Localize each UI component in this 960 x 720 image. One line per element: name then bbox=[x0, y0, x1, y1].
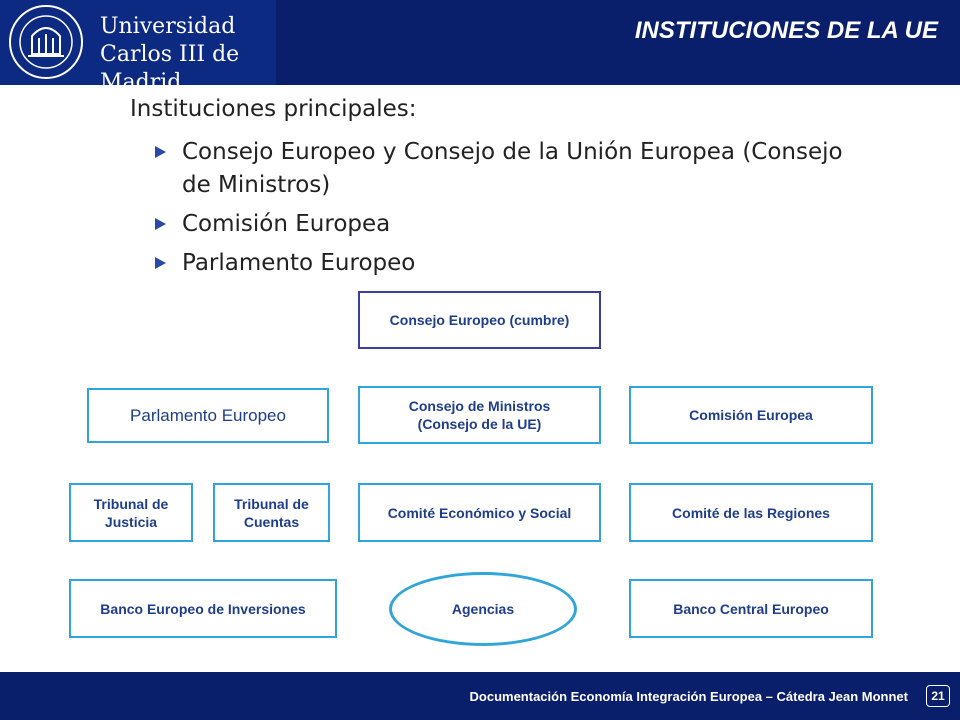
slide-footer bbox=[0, 672, 960, 720]
bullet-item bbox=[155, 136, 875, 202]
tribunal-cuentas-label-line1: Tribunal de bbox=[234, 495, 309, 512]
tribunal-cuentas-label-line2: Cuentas bbox=[243, 513, 300, 530]
agencias-label: Agencias bbox=[451, 601, 515, 617]
tribunal-cuentas-box bbox=[213, 483, 330, 542]
slide-title: INSTITUCIONES DE LA UE bbox=[634, 17, 938, 44]
comite-regiones-box bbox=[629, 483, 873, 542]
university-name-line2: Carlos III de Madrid bbox=[100, 42, 240, 95]
agencias-oval bbox=[389, 572, 577, 646]
university-name-line1: Universidad bbox=[100, 14, 236, 39]
bullet-text: Consejo Europeo y Consejo de la Unión Europea (Consejo de Ministros) bbox=[182, 139, 843, 198]
tribunal-justicia-label-line2: Justicia bbox=[104, 513, 158, 530]
section-heading: Instituciones principales: bbox=[130, 96, 417, 122]
bullet-arrow-icon bbox=[155, 218, 166, 230]
university-name bbox=[100, 13, 276, 97]
parlamento-europeo-box bbox=[87, 388, 329, 443]
consejo-ministros-label-line1: Consejo de Ministros bbox=[408, 398, 551, 414]
bullet-item bbox=[155, 208, 875, 241]
banco-central-label: Banco Central Europeo bbox=[673, 600, 829, 617]
parlamento-europeo-label: Parlamento Europeo bbox=[130, 405, 286, 425]
university-logo bbox=[0, 0, 276, 95]
comite-regiones-label: Comité de las Regiones bbox=[672, 504, 830, 521]
banco-central-box bbox=[629, 579, 873, 638]
banco-inversiones-label: Banco Europeo de Inversiones bbox=[100, 600, 306, 617]
comite-economico-label: Comité Económico y Social bbox=[387, 504, 572, 521]
bullet-arrow-icon bbox=[155, 146, 166, 158]
comision-europea-box bbox=[629, 386, 873, 444]
tribunal-justicia-label-line1: Tribunal de bbox=[93, 495, 169, 512]
footer-text: Documentación Economía Integración Europea – Cátedra Jean Monnet bbox=[469, 689, 908, 704]
consejo-europeo-box bbox=[358, 291, 601, 349]
consejo-ministros-box bbox=[358, 386, 601, 444]
bullet-text: Comisión Europea bbox=[182, 211, 391, 237]
bullet-text: Parlamento Europeo bbox=[182, 250, 416, 276]
consejo-ministros-label-line2: (Consejo de la UE) bbox=[417, 416, 542, 432]
comision-europea-label: Comisión Europea bbox=[689, 407, 813, 423]
bullet-item bbox=[155, 247, 875, 280]
comite-economico-box bbox=[358, 483, 601, 542]
university-seal-icon bbox=[8, 4, 84, 80]
consejo-europeo-label: Consejo Europeo (cumbre) bbox=[389, 312, 570, 328]
banco-inversiones-box bbox=[69, 579, 337, 638]
page-number: 21 bbox=[926, 685, 950, 707]
bullet-list bbox=[155, 136, 875, 286]
tribunal-justicia-box bbox=[69, 483, 193, 542]
bullet-arrow-icon bbox=[155, 257, 166, 269]
slide-header bbox=[0, 0, 960, 95]
